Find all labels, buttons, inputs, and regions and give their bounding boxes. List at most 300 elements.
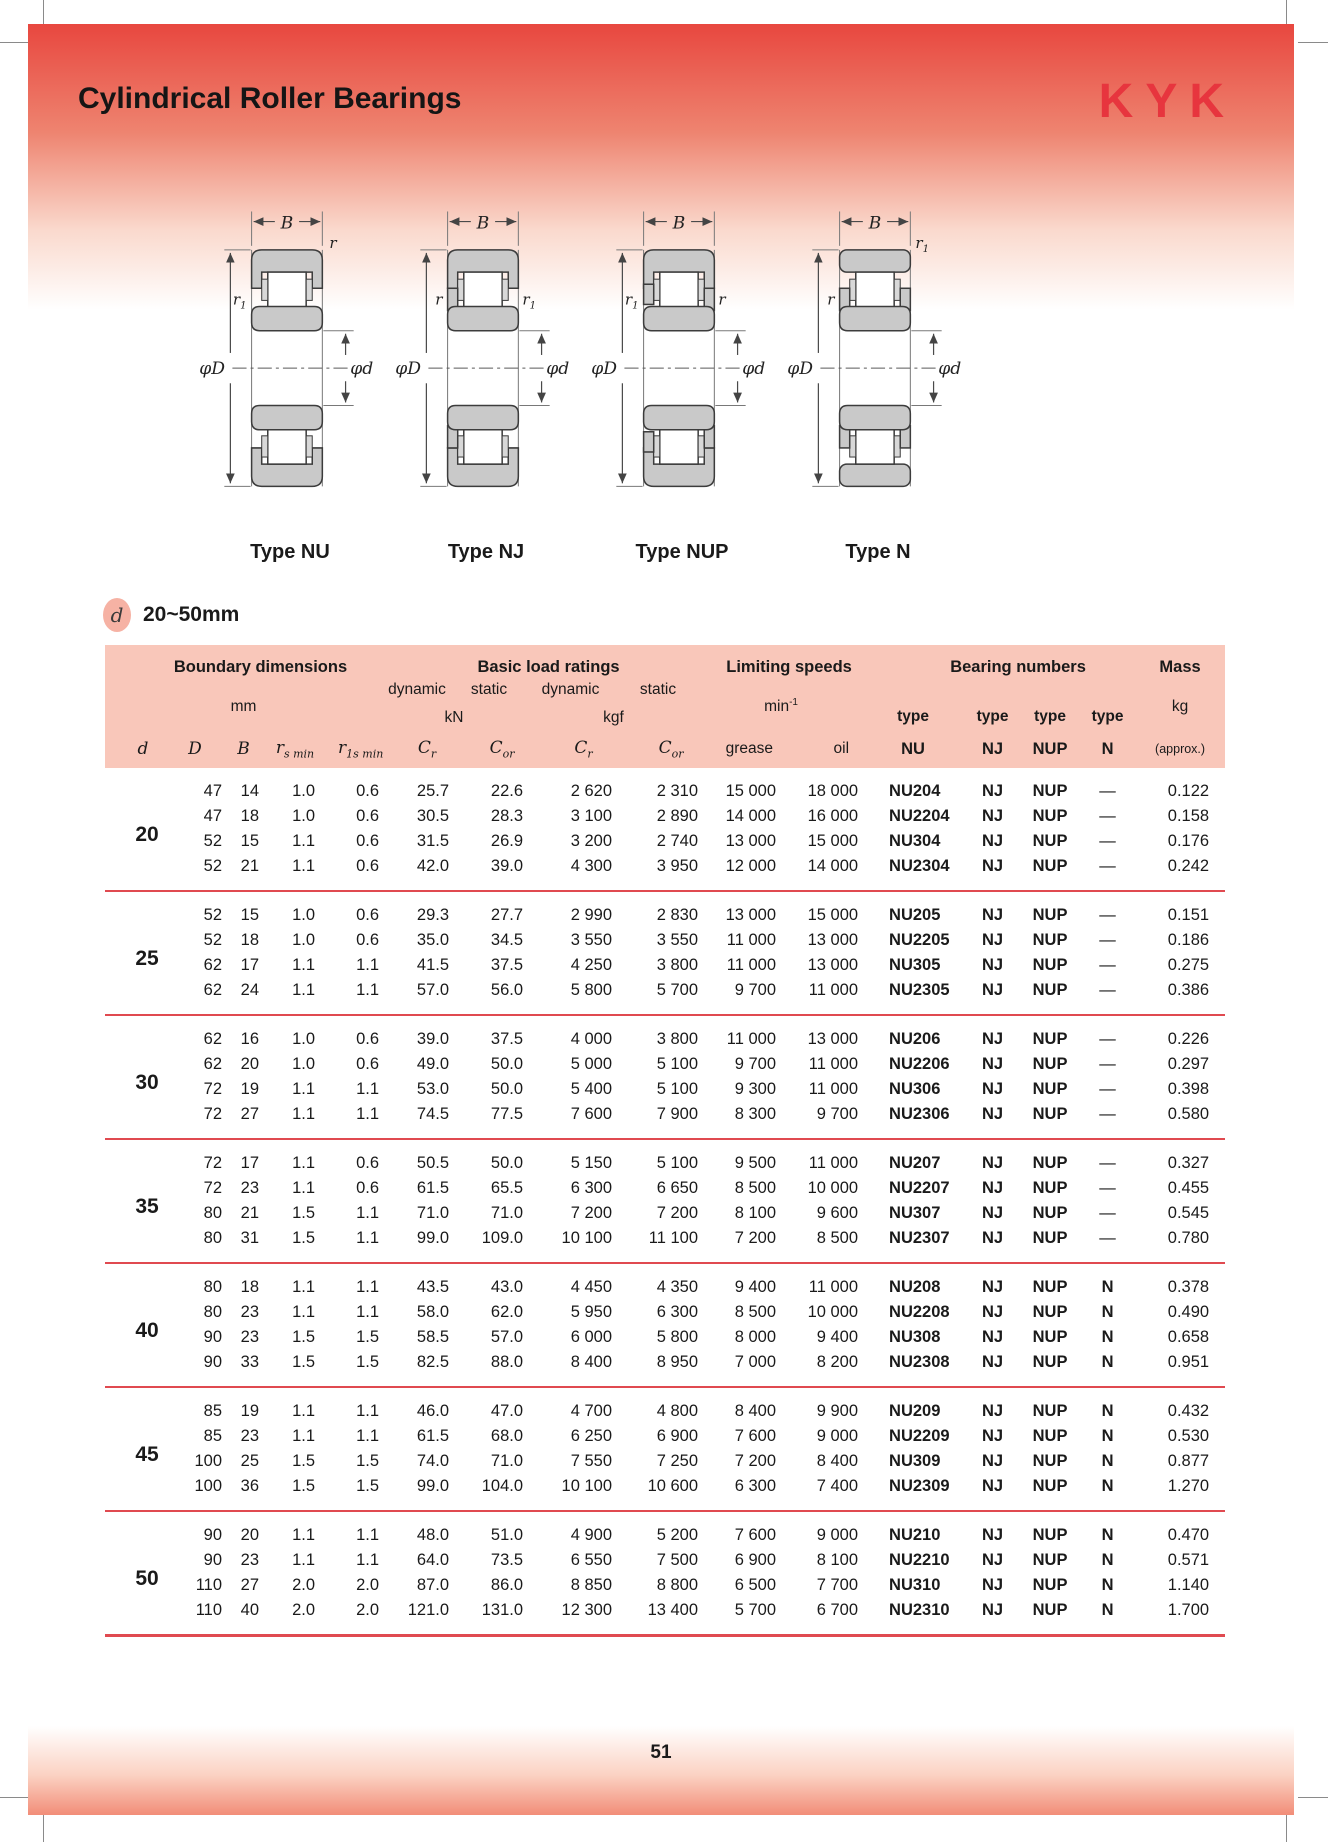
- cell: 47: [203, 807, 222, 825]
- cell: NJ: [982, 1427, 1004, 1445]
- cell: NJ: [982, 1204, 1004, 1222]
- cell: N: [1101, 1402, 1114, 1420]
- dim-label-b: B: [868, 213, 882, 234]
- cell: 0.6: [356, 832, 380, 850]
- cell: 80: [203, 1303, 222, 1321]
- d-symbol-badge: d: [103, 598, 131, 632]
- cell: 36: [240, 1477, 259, 1495]
- cell: 90: [203, 1526, 222, 1544]
- cell: 10 000: [807, 1303, 859, 1321]
- cell: 2 310: [656, 782, 699, 800]
- cell: 1.140: [1167, 1576, 1210, 1594]
- bearing-diagram-nu-drawing: [194, 182, 386, 534]
- table-row: [105, 768, 1225, 804]
- dim-label-phid: φd: [546, 359, 570, 380]
- cell: NU2208: [889, 1303, 950, 1321]
- cell: 23: [240, 1179, 259, 1197]
- cell: 73.5: [490, 1551, 524, 1569]
- cell: 4 900: [570, 1526, 613, 1544]
- cell: 8 500: [734, 1179, 777, 1197]
- crop-mark: [1298, 42, 1328, 43]
- table-row: [105, 1449, 1225, 1474]
- cell: 65.5: [490, 1179, 524, 1197]
- cell: 23: [240, 1328, 259, 1346]
- cell: 31: [240, 1229, 259, 1247]
- cell: 72: [203, 1179, 222, 1197]
- cell: 9 500: [734, 1154, 777, 1172]
- type-head-n: type: [1080, 701, 1135, 734]
- cell: 46.0: [416, 1402, 450, 1420]
- cell: 9 300: [734, 1080, 777, 1098]
- crop-mark: [1298, 1797, 1328, 1798]
- cell: 5 800: [570, 981, 613, 999]
- subhead-dynamic-kn: dynamic: [382, 679, 452, 701]
- cell: NJ: [982, 1452, 1004, 1470]
- cell: N: [1101, 1576, 1114, 1594]
- cell: NJ: [982, 1526, 1004, 1544]
- cell: 62.0: [490, 1303, 524, 1321]
- cell: 0.470: [1167, 1526, 1210, 1544]
- unit-kg: kg: [1135, 679, 1225, 734]
- cell: 2 620: [570, 782, 613, 800]
- cell: N: [1101, 1526, 1114, 1544]
- cell: 4 800: [656, 1402, 699, 1420]
- cell: NUP: [1032, 981, 1068, 999]
- col-type-n: N: [1080, 734, 1135, 768]
- cell: 20: [240, 1055, 259, 1073]
- cell: 1.5: [356, 1328, 380, 1346]
- cell: NUP: [1032, 1452, 1068, 1470]
- cell: 1.1: [292, 1402, 315, 1420]
- cell: 3 800: [656, 956, 699, 974]
- cell: —: [1099, 906, 1116, 924]
- table-row: [105, 804, 1225, 829]
- cell: 7 900: [656, 1105, 699, 1123]
- cell: 85: [203, 1402, 222, 1420]
- cell: 15: [240, 832, 259, 850]
- cell: 6 300: [734, 1477, 777, 1495]
- cell: 11 000: [808, 1055, 859, 1073]
- cell: 0.242: [1167, 857, 1210, 875]
- cell: —: [1099, 1030, 1116, 1048]
- cell: 11 000: [808, 1080, 859, 1098]
- type-label-nu: Type NU: [250, 541, 330, 563]
- cell: 0.398: [1167, 1080, 1210, 1098]
- cell: 0.658: [1167, 1328, 1210, 1346]
- cell: 13 000: [807, 1030, 859, 1048]
- cell: NUP: [1032, 1055, 1068, 1073]
- cell: 0.545: [1167, 1204, 1210, 1222]
- cell: 1.0: [292, 782, 315, 800]
- cell: 1.0: [292, 931, 315, 949]
- dim-label-b: B: [280, 213, 294, 234]
- cell: NJ: [982, 1303, 1004, 1321]
- table-row: [105, 1226, 1225, 1263]
- cell: 0.6: [356, 906, 380, 924]
- cell: 1.1: [356, 1402, 380, 1420]
- table-row: [105, 1573, 1225, 1598]
- cell: NUP: [1032, 1477, 1068, 1495]
- cell: 2 990: [570, 906, 613, 924]
- type-head-nup: type: [1020, 701, 1080, 734]
- cell: 40: [240, 1601, 259, 1619]
- cell: 71.0: [416, 1204, 450, 1222]
- cell: 0.780: [1167, 1229, 1210, 1247]
- cell: 5 150: [570, 1154, 613, 1172]
- cell: 6 000: [570, 1328, 613, 1346]
- cell: 27: [240, 1105, 259, 1123]
- cell: 11 000: [726, 1030, 777, 1048]
- cell: 8 950: [656, 1353, 699, 1371]
- cell: 77.5: [490, 1105, 524, 1123]
- cell: 1.1: [292, 1551, 315, 1569]
- cell: 11 000: [726, 931, 777, 949]
- cell: NJ: [982, 1328, 1004, 1346]
- cell: 1.5: [292, 1353, 315, 1371]
- cell: 100: [194, 1477, 222, 1495]
- cell: 1.1: [356, 1526, 380, 1544]
- cell: 1.1: [356, 1303, 380, 1321]
- cell: 0.275: [1167, 956, 1210, 974]
- cell: 7 400: [816, 1477, 859, 1495]
- cell: N: [1101, 1551, 1114, 1569]
- cell: NU2304: [889, 857, 950, 875]
- cell: NUP: [1032, 1328, 1068, 1346]
- cell: 18: [240, 1278, 259, 1296]
- cell: 10 100: [561, 1477, 613, 1495]
- cell: 80: [203, 1278, 222, 1296]
- cell: NU2310: [889, 1601, 950, 1619]
- cell: 57.0: [416, 981, 450, 999]
- spec-block-d-45: [105, 1387, 1225, 1511]
- dim-label-phid: φd: [742, 359, 766, 380]
- cell: 0.877: [1167, 1452, 1210, 1470]
- cell: 15: [240, 906, 259, 924]
- col-oil: oil: [779, 734, 861, 768]
- cell: 72: [203, 1080, 222, 1098]
- cell: 3 100: [570, 807, 613, 825]
- cell: 110: [195, 1601, 222, 1619]
- col-type-nup: NUP: [1020, 734, 1080, 768]
- table-row: [105, 953, 1225, 978]
- cell: 3 550: [570, 931, 613, 949]
- cell: 17: [240, 1154, 259, 1172]
- cell: 64.0: [416, 1551, 450, 1569]
- cell: 1.0: [292, 1030, 315, 1048]
- cell: NU2205: [889, 931, 950, 949]
- page-number: 51: [650, 1742, 672, 1763]
- unit-min: $\min^{-1}$: [701, 679, 861, 734]
- cell: 0.490: [1167, 1303, 1210, 1321]
- col-rs-min: $r_{s min}$: [262, 734, 318, 768]
- cell: 2.0: [292, 1576, 315, 1594]
- cell: 0.6: [356, 1154, 380, 1172]
- cell: NU2204: [889, 807, 950, 825]
- cell: 13 000: [807, 931, 859, 949]
- dim-label-r: r: [435, 290, 443, 309]
- dim-label-r: r: [718, 290, 726, 309]
- cell: 1.5: [292, 1229, 315, 1247]
- cell: 24: [240, 981, 259, 999]
- cell: NU207: [889, 1154, 941, 1172]
- cell: 1.1: [292, 1154, 315, 1172]
- table-row: [105, 829, 1225, 854]
- cell: 1.0: [292, 807, 315, 825]
- cell: 26.9: [490, 832, 524, 850]
- cell: 37.5: [490, 956, 524, 974]
- crop-mark: [0, 1797, 30, 1798]
- cell: 1.5: [292, 1477, 315, 1495]
- cell: 51.0: [490, 1526, 524, 1544]
- dim-label-phiD: φD: [787, 359, 814, 380]
- diagram-type-nu: [192, 182, 388, 564]
- cell: 52: [203, 857, 222, 875]
- cell: 27.7: [490, 906, 524, 924]
- cell: 8 400: [816, 1452, 859, 1470]
- section-header: [103, 598, 239, 632]
- cell: 62: [203, 981, 222, 999]
- cell: 74.5: [416, 1105, 450, 1123]
- cell: 0.455: [1167, 1179, 1210, 1197]
- spec-block-d-25: [105, 891, 1225, 1015]
- cell: 18: [240, 931, 259, 949]
- col-cor-kn: $C_{or}$: [452, 734, 526, 768]
- cell: 7 550: [570, 1452, 613, 1470]
- cell: 8 100: [816, 1551, 859, 1569]
- cell: NJ: [982, 832, 1004, 850]
- cell: NU2307: [889, 1229, 950, 1247]
- cell: 1.1: [356, 956, 380, 974]
- cell: 86.0: [490, 1576, 524, 1594]
- cell: 1.5: [356, 1477, 380, 1495]
- cell: 0.151: [1167, 906, 1210, 924]
- cell: 0.6: [356, 857, 380, 875]
- cell: 20: [240, 1526, 259, 1544]
- cell: 7 600: [734, 1526, 777, 1544]
- cell: NU306: [889, 1080, 941, 1098]
- cell: NU208: [889, 1278, 941, 1296]
- cell: 5 950: [570, 1303, 613, 1321]
- col-B: B: [225, 734, 262, 768]
- cell: 0.951: [1167, 1353, 1210, 1371]
- cell: 90: [203, 1328, 222, 1346]
- col-r1s-min: $r_{1s min}$: [318, 734, 382, 768]
- cell: 8 000: [734, 1328, 777, 1346]
- bearing-diagram-n-drawing: [782, 182, 974, 534]
- cell: 1.1: [356, 981, 380, 999]
- d-value: 35: [135, 1195, 159, 1218]
- cell: 1.1: [356, 1204, 380, 1222]
- spec-block-d-50: [105, 1511, 1225, 1636]
- cell: 9 000: [816, 1526, 859, 1544]
- cell: 11 000: [726, 956, 777, 974]
- cell: 9 400: [816, 1328, 859, 1346]
- cell: NU310: [889, 1576, 941, 1594]
- cell: 8 200: [816, 1353, 859, 1371]
- cell: 90: [203, 1551, 222, 1569]
- cell: —: [1099, 857, 1116, 875]
- cell: 15 000: [725, 782, 777, 800]
- d-value: 20: [135, 823, 159, 846]
- cell: 25.7: [416, 782, 450, 800]
- cell: 21: [240, 1204, 259, 1222]
- cell: 2 830: [656, 906, 699, 924]
- cell: 90: [203, 1353, 222, 1371]
- cell: 0.158: [1167, 807, 1210, 825]
- cell: 2.0: [292, 1601, 315, 1619]
- cell: 19: [240, 1080, 259, 1098]
- cell: 7 700: [816, 1576, 859, 1594]
- cell: 13 000: [725, 832, 777, 850]
- cell: NU210: [889, 1526, 941, 1544]
- cell: 8 500: [816, 1229, 859, 1247]
- cell: NU2209: [889, 1427, 950, 1445]
- cell: NUP: [1032, 931, 1068, 949]
- cell: 58.5: [416, 1328, 450, 1346]
- bearing-diagram-nup-drawing: [586, 182, 778, 534]
- unit-kn: kN: [382, 701, 526, 734]
- cell: 82.5: [416, 1353, 450, 1371]
- cell: 0.6: [356, 807, 380, 825]
- cell: 80: [203, 1204, 222, 1222]
- col-grease: grease: [701, 734, 779, 768]
- cell: 57.0: [490, 1328, 524, 1346]
- cell: 6 500: [734, 1576, 777, 1594]
- cell: 11 000: [808, 981, 859, 999]
- cell: NU2207: [889, 1179, 950, 1197]
- cell: 3 550: [656, 931, 699, 949]
- cell: 100: [194, 1452, 222, 1470]
- spec-block-d-20: [105, 768, 1225, 891]
- cell: NJ: [982, 1601, 1004, 1619]
- cell: 0.327: [1167, 1154, 1210, 1172]
- cell: 41.5: [416, 956, 450, 974]
- cell: 1.1: [292, 857, 315, 875]
- cell: 7 500: [656, 1551, 699, 1569]
- cell: 10 100: [561, 1229, 613, 1247]
- cell: 61.5: [416, 1427, 450, 1445]
- cell: 4 350: [656, 1278, 699, 1296]
- group-bearing-numbers: Bearing numbers: [861, 645, 1135, 679]
- cell: 1.700: [1167, 1601, 1210, 1619]
- table-row: [105, 1598, 1225, 1636]
- cell: 18 000: [807, 782, 859, 800]
- cell: 9 000: [816, 1427, 859, 1445]
- cell: 1.1: [292, 1278, 315, 1296]
- cell: 0.378: [1167, 1278, 1210, 1296]
- cell: 5 000: [570, 1055, 613, 1073]
- cell: 6 300: [570, 1179, 613, 1197]
- cell: 9 900: [816, 1402, 859, 1420]
- cell: 31.5: [416, 832, 450, 850]
- cell: 2.0: [356, 1601, 380, 1619]
- cell: NU2308: [889, 1353, 950, 1371]
- table-row: [105, 1350, 1225, 1387]
- cell: 52: [203, 906, 222, 924]
- cell: 15 000: [807, 906, 859, 924]
- cell: NUP: [1032, 857, 1068, 875]
- cell: 28.3: [490, 807, 524, 825]
- col-cr-kn: $C_r$: [382, 734, 452, 768]
- cell: 35.0: [416, 931, 450, 949]
- cell: 50.0: [490, 1154, 524, 1172]
- cell: 9 600: [816, 1204, 859, 1222]
- cell: 121.0: [407, 1601, 450, 1619]
- cell: NU307: [889, 1204, 941, 1222]
- cell: 0.6: [356, 1030, 380, 1048]
- dim-label-r: r: [827, 290, 835, 309]
- cell: 5 700: [734, 1601, 777, 1619]
- cell: 39.0: [416, 1030, 450, 1048]
- cell: 37.5: [490, 1030, 524, 1048]
- cell: NUP: [1032, 832, 1068, 850]
- cell: 8 100: [734, 1204, 777, 1222]
- cell: 1.270: [1167, 1477, 1210, 1495]
- cell: NUP: [1032, 1526, 1068, 1544]
- cell: 43.5: [416, 1278, 450, 1296]
- cell: NU206: [889, 1030, 941, 1048]
- cell: 61.5: [416, 1179, 450, 1197]
- cell: 0.432: [1167, 1402, 1210, 1420]
- cell: —: [1099, 1080, 1116, 1098]
- dim-label-phiD: φD: [395, 359, 422, 380]
- cell: 6 900: [734, 1551, 777, 1569]
- cell: 62: [203, 956, 222, 974]
- dim-label-r1: $r_1$: [232, 290, 247, 312]
- cell: 5 700: [656, 981, 699, 999]
- cell: 0.176: [1167, 832, 1210, 850]
- cell: 3 200: [570, 832, 613, 850]
- cell: 7 600: [570, 1105, 613, 1123]
- cell: NU309: [889, 1452, 941, 1470]
- cell: 17: [240, 956, 259, 974]
- cell: 0.6: [356, 1055, 380, 1073]
- cell: 5 100: [656, 1154, 699, 1172]
- subhead-dynamic-kgf: dynamic: [526, 679, 615, 701]
- diagram-type-nup: [584, 182, 780, 564]
- cell: NJ: [982, 782, 1004, 800]
- unit-mm: mm: [105, 679, 382, 734]
- cell: 1.1: [356, 1427, 380, 1445]
- cell: 11 100: [648, 1229, 699, 1247]
- cell: NJ: [982, 1055, 1004, 1073]
- cell: 8 400: [570, 1353, 613, 1371]
- cell: 110: [195, 1576, 222, 1594]
- cell: 18: [240, 807, 259, 825]
- cell: NJ: [982, 1179, 1004, 1197]
- spec-block-d-40: [105, 1263, 1225, 1387]
- cell: NU304: [889, 832, 941, 850]
- col-D: D: [165, 734, 225, 768]
- cell: 5 100: [656, 1080, 699, 1098]
- cell: 33: [240, 1353, 259, 1371]
- cell: 6 650: [656, 1179, 699, 1197]
- cell: N: [1101, 1452, 1114, 1470]
- cell: 1.1: [356, 1080, 380, 1098]
- cell: 47: [203, 782, 222, 800]
- cell: —: [1099, 981, 1116, 999]
- cell: NJ: [982, 1080, 1004, 1098]
- cell: N: [1101, 1353, 1114, 1371]
- cell: 2.0: [356, 1576, 380, 1594]
- table-row: [105, 1325, 1225, 1350]
- group-limiting-speeds: Limiting speeds: [701, 645, 861, 679]
- bearing-spec-table: [105, 645, 1225, 1637]
- cell: 23: [240, 1303, 259, 1321]
- footer-band: [28, 1726, 1294, 1815]
- cell: 72: [203, 1154, 222, 1172]
- cell: 1.5: [356, 1353, 380, 1371]
